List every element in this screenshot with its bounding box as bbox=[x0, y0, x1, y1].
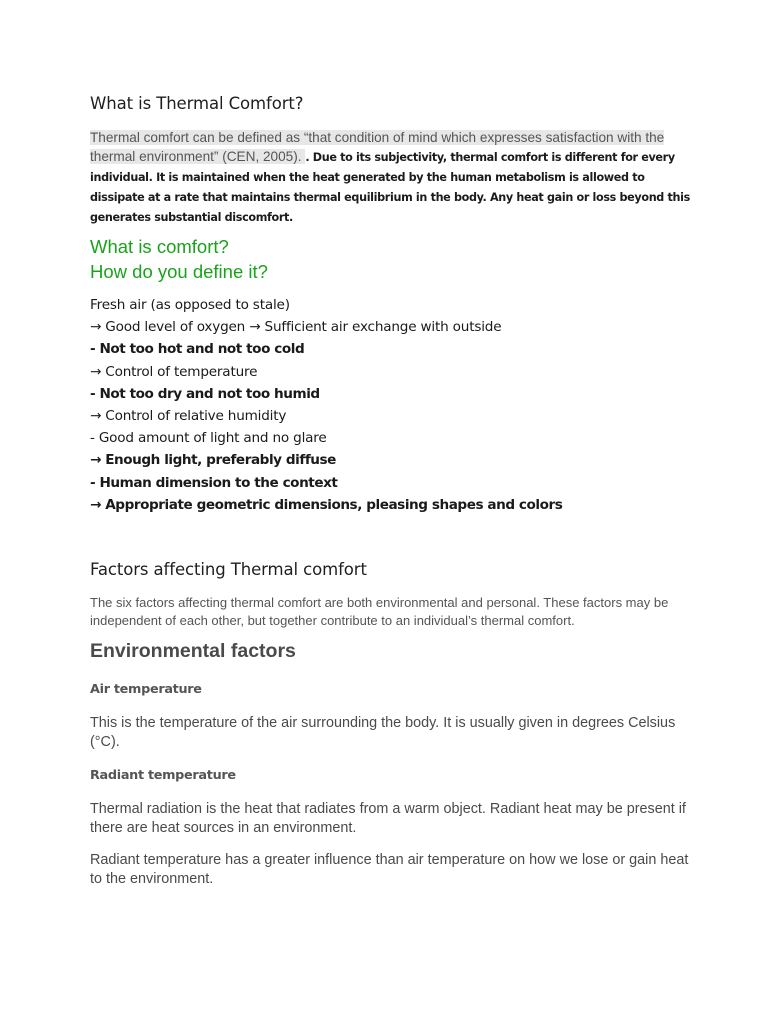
list-item: → Appropriate geometric dimensions, pleasing shapes and colors bbox=[90, 496, 563, 513]
comfort-criteria-list bbox=[90, 294, 562, 516]
comfort-question-line-1: What is comfort? bbox=[90, 236, 229, 257]
comfort-question bbox=[90, 234, 268, 284]
list-item: Fresh air (as opposed to stale) bbox=[90, 297, 290, 313]
subheading-air-temperature: Air temperature bbox=[90, 682, 202, 697]
factors-intro-paragraph: The six factors affecting thermal comfort are both environmental and personal. These factors may be independent of each other, but together contribute to an individual’s thermal comfort. bbox=[90, 595, 669, 628]
radiant-temperature-paragraph-1: Thermal radiation is the heat that radiates from a warm object. Radiant heat may be present if there are heat sources in an environment. bbox=[90, 801, 686, 836]
radiant-temperature-paragraph-2: Radiant temperature has a greater influence than air temperature on how we lose or gain heat to the environment. bbox=[90, 852, 689, 887]
list-item: - Not too dry and not too humid bbox=[90, 385, 320, 402]
definition-highlighted-text: Thermal comfort can be defined as “that condition of mind which expresses satisfaction with the thermal environment” (CEN, 2005). bbox=[90, 130, 665, 164]
list-item: - Good amount of light and no glare bbox=[90, 430, 327, 447]
list-item: - Not too hot and not too cold bbox=[90, 341, 305, 358]
thermal-comfort-definition bbox=[90, 128, 690, 227]
heading-what-is-thermal-comfort: What is Thermal Comfort? bbox=[90, 94, 304, 113]
list-item: → Good level of oxygen → Sufficient air exchange with outside bbox=[90, 319, 502, 336]
air-temperature-paragraph: This is the temperature of the air surrounding the body. It is usually given in degrees Celsius (°C). bbox=[90, 715, 676, 750]
subheading-radiant-temperature: Radiant temperature bbox=[90, 768, 236, 783]
comfort-question-line-2: How do you define it? bbox=[90, 261, 268, 282]
list-item: - Human dimension to the context bbox=[90, 474, 338, 491]
heading-factors-affecting: Factors affecting Thermal comfort bbox=[90, 560, 367, 579]
list-item: → Enough light, preferably diffuse bbox=[90, 452, 336, 469]
definition-bold-text: . Due to its subjectivity, thermal comfort is different for every individual. It is maintained when the heat generated by the human metabolism is allowed to dissipate at a rate that maintains thermal equilibrium in the body. Any heat gain or loss beyond this generates substantial discomfort. bbox=[90, 151, 690, 224]
list-item: → Control of relative humidity bbox=[90, 408, 287, 425]
list-item: → Control of temperature bbox=[90, 363, 258, 380]
heading-environmental-factors: Environmental factors bbox=[90, 640, 296, 662]
